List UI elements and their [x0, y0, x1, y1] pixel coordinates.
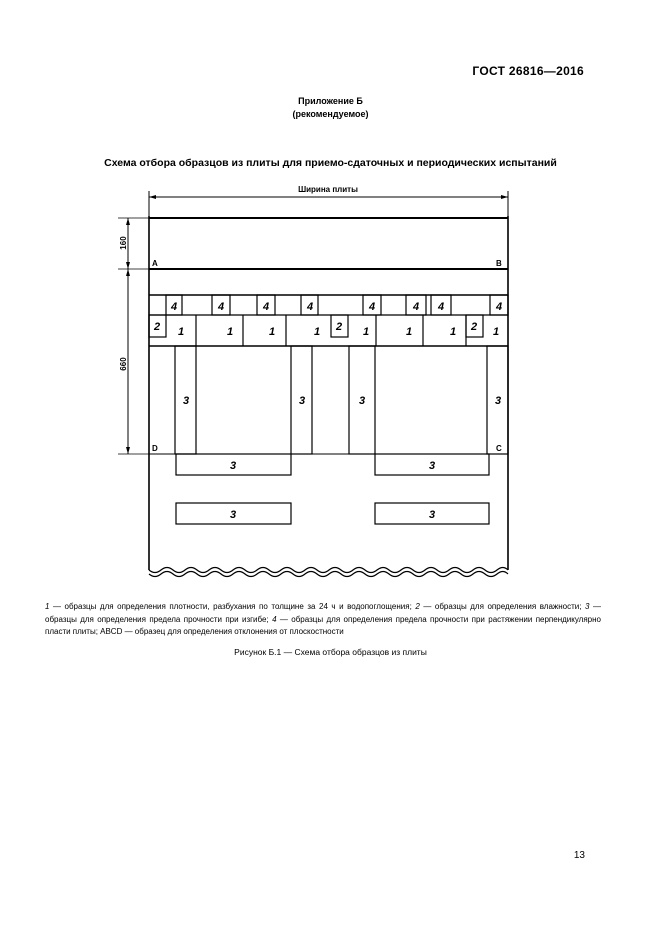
sample-1-label: 1	[492, 326, 500, 338]
plate-width-label: Ширина плиты	[298, 185, 358, 194]
sample-1-label: 1	[449, 326, 457, 338]
dimension-160: 160	[119, 236, 128, 250]
sample-3-label: 3	[428, 460, 436, 472]
sample-2-label: 2	[153, 321, 161, 333]
sample-3-label: 3	[229, 509, 237, 521]
sample-1-label: 1	[226, 326, 234, 338]
figure-title: Схема отбора образцов из плиты для приемо-сдаточных и периодических испытаний	[104, 157, 557, 169]
legend-num-1: 1	[45, 602, 50, 611]
legend-text-1: — образцы для определения плотности, разбухания по толщине за 24 ч и водопоглощения;	[49, 602, 416, 611]
sample-4-label: 4	[437, 301, 445, 313]
corner-d: D	[152, 444, 158, 453]
sample-1-label: 1	[313, 326, 321, 338]
dimension-660: 660	[119, 357, 128, 371]
standard-number: ГОСТ 26816—2016	[472, 64, 584, 78]
legend-text-2: — образцы для определения влажности;	[419, 602, 586, 611]
page-number: 13	[573, 850, 585, 861]
legend-text-3: — образцы для определения предела прочности при изгибе;	[45, 602, 602, 624]
sample-3-label: 3	[229, 460, 237, 472]
figure-caption: Рисунок Б.1 — Схема отбора образцов из плиты	[234, 647, 427, 657]
sample-1-label: 1	[405, 326, 413, 338]
appendix-title: Приложение Б	[298, 96, 363, 106]
legend-num-2: 2	[415, 602, 420, 611]
sample-3-label: 3	[494, 395, 502, 407]
sample-4-label: 4	[368, 301, 376, 313]
sample-1-label: 1	[268, 326, 276, 338]
sample-3-label: 3	[428, 509, 436, 521]
sample-4-label: 4	[495, 301, 503, 313]
appendix-status: (рекомендуемое)	[292, 109, 369, 119]
sample-3-label: 3	[298, 395, 306, 407]
legend-text-4: — образцы для определения предела прочности при растяжении перпендикулярно пласти плиты; ABCD — образец для определения отклонения от плоскостности	[45, 614, 601, 636]
corner-a: A	[152, 259, 158, 268]
sample-4-label: 4	[262, 301, 270, 313]
corner-b: B	[496, 259, 502, 268]
sample-4-label: 4	[170, 301, 178, 313]
corner-c: C	[496, 444, 502, 453]
sample-3-label: 3	[182, 395, 190, 407]
sample-2-label: 2	[335, 321, 343, 333]
sample-1-label: 1	[362, 326, 370, 338]
sample-4-label: 4	[217, 301, 225, 313]
sample-2-label: 2	[470, 321, 478, 333]
sample-4-label: 4	[306, 301, 314, 313]
figure-legend	[45, 601, 601, 639]
sample-4-label: 4	[412, 301, 420, 313]
sample-3-label: 3	[358, 395, 366, 407]
sample-1-label: 1	[177, 326, 185, 338]
legend-num-3: 3	[585, 602, 590, 611]
legend-num-4: 4	[272, 614, 277, 624]
